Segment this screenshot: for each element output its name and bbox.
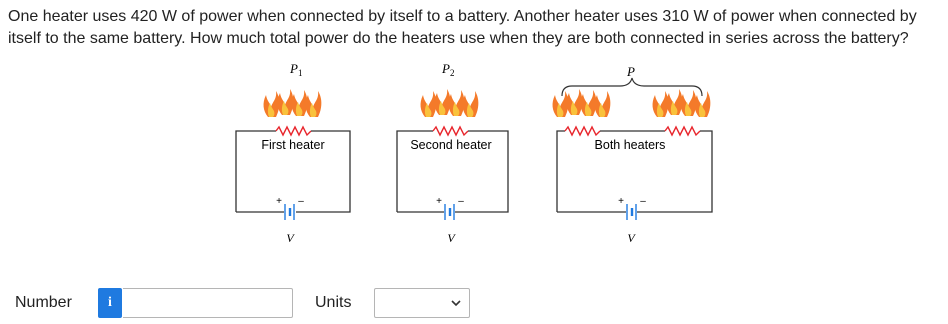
minus-sign: – <box>640 196 646 207</box>
plus-sign: + <box>618 196 624 207</box>
info-icon[interactable]: i <box>98 288 122 318</box>
resistor-icon <box>433 127 468 135</box>
minus-sign: – <box>458 196 464 207</box>
units-select[interactable] <box>374 288 470 318</box>
heater-label-3: Both heaters <box>594 138 666 152</box>
flame-icon <box>264 89 322 117</box>
battery-icon <box>445 204 454 220</box>
units-label: Units <box>315 294 352 311</box>
resistor-icon <box>665 127 700 135</box>
battery-icon <box>627 204 636 220</box>
number-label: Number <box>15 294 72 311</box>
circuit-first-heater <box>236 61 350 245</box>
power-label-1: $P_1$ <box>290 61 303 78</box>
circuit-second-heater <box>397 61 508 245</box>
voltage-label-1: V <box>286 231 294 245</box>
battery-icon <box>285 204 294 220</box>
resistor-icon <box>565 127 600 135</box>
question-text: One heater uses 420 W of power when connected by itself to a battery. Another heater uses 310 W of power when connected by itself to the same battery. How much total power do the heaters use when they are both connected in series across the battery? <box>8 8 917 47</box>
plus-sign: + <box>436 196 442 207</box>
flame-icon <box>553 89 611 117</box>
heater-label-2: Second heater <box>410 138 492 152</box>
power-label-3: P <box>627 64 635 79</box>
circuit-both-heaters <box>553 64 712 245</box>
answer-row <box>0 287 948 319</box>
heater-label-1: First heater <box>261 138 325 152</box>
minus-sign: – <box>298 196 304 207</box>
chevron-down-icon <box>451 299 461 307</box>
flame-icon <box>421 89 479 117</box>
resistor-icon <box>276 127 311 135</box>
voltage-label-2: V <box>447 231 455 245</box>
plus-sign: + <box>276 196 282 207</box>
voltage-label-3: V <box>627 231 635 245</box>
number-input[interactable] <box>123 288 293 318</box>
power-label-2: $P_2$ <box>442 61 455 78</box>
